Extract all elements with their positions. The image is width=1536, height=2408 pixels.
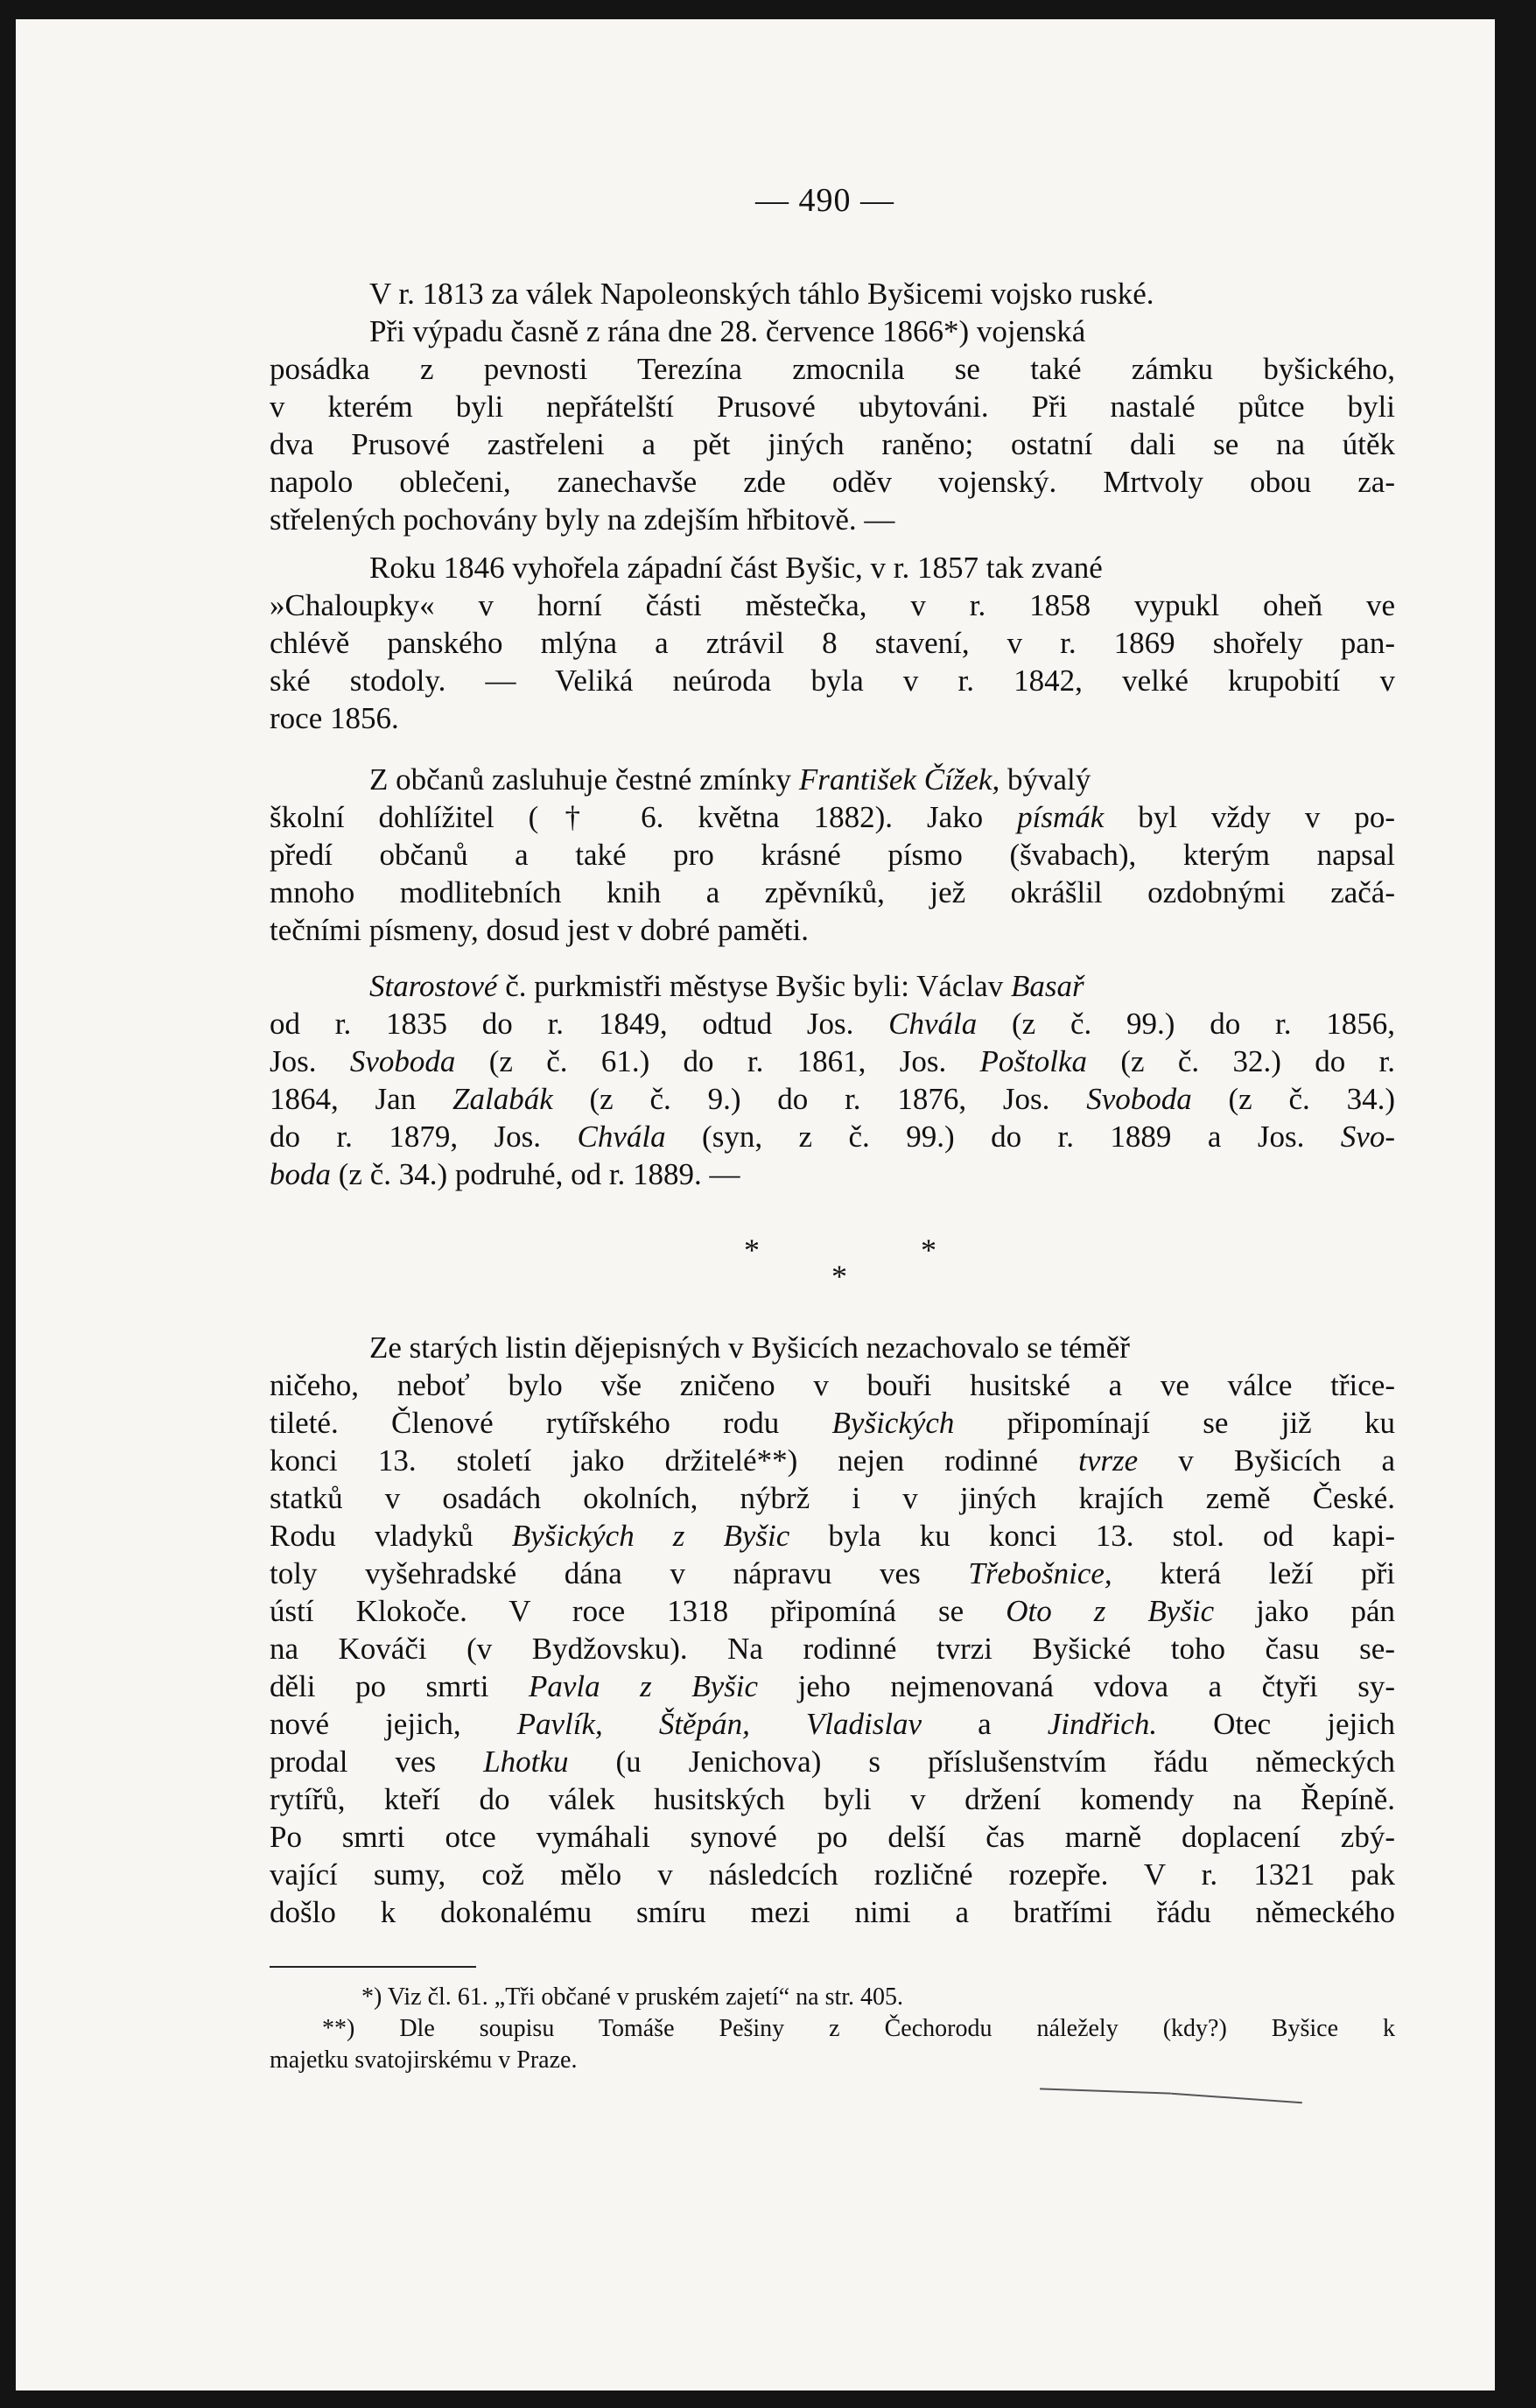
p3-line-1: Z občanů zasluhuje čestné zmínky František Čížek, bývalý <box>369 762 1091 797</box>
p1-line-1: V r. 1813 za válek Napoleonských táhlo Byšicemi vojsko ruské. <box>369 277 1154 311</box>
p2-line-3: chlévě panského mlýna a ztrávil 8 stavení, v r. 1869 shořely pan- <box>270 626 1395 660</box>
p5-line-13: rytířů, kteří do válek husitských byli v držení komendy na Řepíně. <box>270 1782 1395 1816</box>
person-name: Basař <box>1010 969 1084 1003</box>
asterisk-left: * <box>744 1232 760 1267</box>
p2-line-4: ské stodoly. — Veliká neúroda byla v r. 1842, velké krupobití v <box>270 663 1395 698</box>
person-name: Poštolka <box>979 1044 1088 1078</box>
page-number: — 490 — <box>755 182 894 219</box>
p5-line-10: děli po smrti Pavla z Byšic jeho nejmenovaná vdova a čtyři sy- <box>270 1669 1395 1703</box>
person-name: Zalabák <box>452 1082 553 1116</box>
p5-line-2: ničeho, neboť bylo vše zničeno v bouři husitské a ve válce třice- <box>270 1368 1395 1402</box>
p5-line-11: nové jejich, Pavlík, Štěpán, Vladislav a Jindřich. Otec jejich <box>270 1707 1395 1741</box>
person-name: Pavla z Byšic <box>528 1669 759 1703</box>
p5-line-1: Ze starých listin dějepisných v Byšicích nezachovalo se téměř <box>369 1330 1130 1365</box>
footnote-3: majetku svatojirskému v Praze. <box>270 2046 578 2074</box>
footnote-1: *) Viz čl. 61. „Tři občané v pruském zajetí“ na str. 405. <box>361 1983 904 2011</box>
p4-line-2: od r. 1835 do r. 1849, odtud Jos. Chvála (z č. 99.) do r. 1856, <box>270 1007 1395 1041</box>
person-name: František Čížek, <box>798 762 1000 797</box>
p3-line-4: mnoho modlitebních knih a zpěvníků, jež okrášlil ozdobnými začá- <box>270 875 1395 909</box>
p1-line-5: dva Prusové zastřeleni a pět jiných raněno; ostatní dali se na útěk <box>270 427 1395 461</box>
footnote-rule <box>270 1966 476 1968</box>
emphasis: Starostové <box>369 969 498 1003</box>
emphasis: písmák <box>1017 800 1105 834</box>
p1-line-4: v kterém byli nepřátelští Prusové ubytováni. Při nastalé půtce byli <box>270 390 1395 424</box>
p2-line-5: roce 1856. <box>270 701 399 735</box>
place-name: Třebošnice, <box>968 1556 1112 1590</box>
person-name: Byšických z Byšic <box>511 1519 790 1553</box>
place-name: Lhotku <box>483 1745 569 1779</box>
p3-line-2: školní dohlížitel († 6. května 1882). Jako písmák byl vždy v po- <box>270 800 1395 834</box>
person-name: Chvála <box>577 1120 666 1154</box>
scan-smear <box>1040 2088 1171 2094</box>
p1-line-7: střelených pochovány byly na zdejším hřbitově. — <box>270 502 895 537</box>
person-name: Svo- <box>1340 1120 1395 1154</box>
p5-line-4: konci 13. století jako držitelé**) nejen rodinné tvrze v Byšicích a <box>270 1443 1395 1478</box>
p4-line-5: do r. 1879, Jos. Chvála (syn, z č. 99.) do r. 1889 a Jos. Svo- <box>270 1120 1395 1154</box>
p2-line-2: »Chaloupky« v horní části městečka, v r. 1858 vypukl oheň ve <box>270 588 1395 622</box>
p5-line-16: došlo k dokonalému smíru mezi nimi a bratřími řádu německého <box>270 1895 1395 1929</box>
p1-line-3: posádka z pevnosti Terezína zmocnila se také zámku byšického, <box>270 352 1395 386</box>
p5-line-12: prodal ves Lhotku (u Jenichova) s příslušenstvím řádu německých <box>270 1745 1395 1779</box>
emphasis: tvrze <box>1078 1443 1139 1478</box>
p4-line-3: Jos. Svoboda (z č. 61.) do r. 1861, Jos. Poštolka (z č. 32.) do r. <box>270 1044 1395 1078</box>
person-name: Oto z Byšic <box>1006 1594 1215 1628</box>
p5-line-5: statků v osadách okolních, nýbrž i v jiných krajích země České. <box>270 1481 1395 1515</box>
p5-line-6: Rodu vladyků Byšických z Byšic byla ku konci 13. stol. od kapi- <box>270 1519 1395 1553</box>
p1-line-6: napolo oblečeni, zanechavše zde oděv vojenský. Mrtvoly obou za- <box>270 465 1395 499</box>
p5-line-14: Po smrti otce vymáhali synové po delší čas marně doplacení zbý- <box>270 1820 1395 1854</box>
book-page <box>16 19 1495 2390</box>
p5-line-8: ústí Klokoče. V roce 1318 připomíná se Oto z Byšic jako pán <box>270 1594 1395 1628</box>
p1-line-2: Při výpadu časně z rána dne 28. července 1866*) vojenská <box>369 314 1086 348</box>
person-name: Chvála <box>888 1007 978 1041</box>
p5-line-3: tileté. Členové rytířského rodu Byšických připomínají se již ku <box>270 1406 1395 1440</box>
person-name: Svoboda <box>1086 1082 1192 1116</box>
p5-line-7: toly vyšehradské dána v nápravu ves Třebošnice, která leží při <box>270 1556 1395 1590</box>
p4-line-1: Starostové č. purkmistři městyse Byšic byli: Václav Basař <box>369 969 1084 1003</box>
p4-line-4: 1864, Jan Zalabák (z č. 9.) do r. 1876, Jos. Svoboda (z č. 34.) <box>270 1082 1395 1116</box>
asterisk-center: * <box>831 1259 847 1294</box>
p5-line-15: vající sumy, což mělo v následcích rozličné rozepře. V r. 1321 pak <box>270 1857 1395 1892</box>
person-name: Pavlík, Štěpán, Vladislav <box>516 1707 922 1741</box>
scan-smear <box>1171 2093 1302 2103</box>
person-name: Svoboda <box>349 1044 456 1078</box>
p3-line-3: předí občanů a také pro krásné písmo (švabach), kterým napsal <box>270 838 1395 872</box>
p4-line-6: boda (z č. 34.) podruhé, od r. 1889. — <box>270 1157 740 1191</box>
p2-line-1: Roku 1846 vyhořela západní část Byšic, v r. 1857 tak zvané <box>369 551 1103 585</box>
p3-line-5: tečními písmeny, dosud jest v dobré paměti. <box>270 913 809 947</box>
person-name: Jindřich. <box>1047 1707 1158 1741</box>
p5-line-9: na Kováči (v Bydžovsku). Na rodinné tvrzi Byšické toho času se- <box>270 1632 1395 1666</box>
footnote-2: **) Dle soupisu Tomáše Pešiny z Čechorodu náležely (kdy?) Byšice k <box>322 2015 1395 2042</box>
person-name: Byšických <box>831 1406 955 1440</box>
person-name: boda <box>270 1157 331 1191</box>
asterisk-right: * <box>921 1232 936 1267</box>
